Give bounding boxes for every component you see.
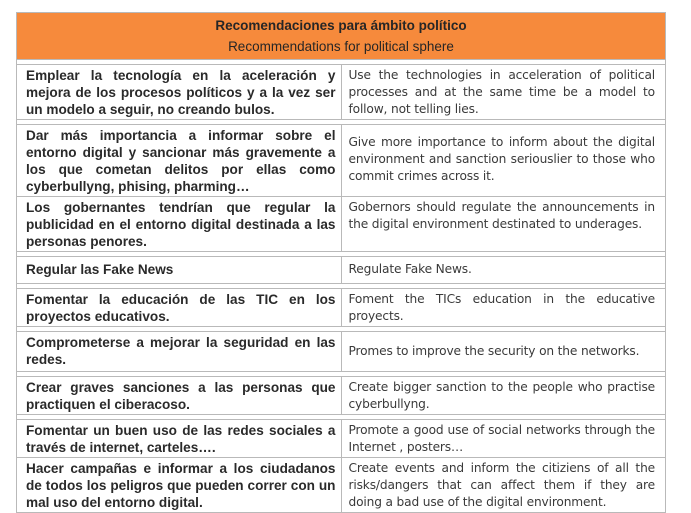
row-en-cell: Gobernors should regulate the announcements in the digital environment destinated to underages. [341,197,666,252]
row-es-cell: Crear graves sanciones a las personas que practiquen el ciberacoso. [17,377,342,415]
row-es-cell: Emplear la tecnología en la aceleración y mejora de los procesos políticos y a la vez ser un modelo a seguir, no creando bulos. [17,65,342,120]
row-es-cell: Fomentar la educación de las TIC en los proyectos educativos. [17,289,342,327]
table-row [17,65,666,120]
table-header [17,13,666,60]
row-es-cell: Fomentar un buen uso de las redes sociales a través de internet, carteles…. [17,420,342,458]
row-en-cell: Create events and inform the citiziens of all the risks/dangers that can affect them if they are doing a bad use of the digital environment. [341,458,666,513]
row-es-cell: Regular las Fake News [17,257,342,284]
table-row [17,257,666,284]
row-es-cell: Hacer campañas e informar a los ciudadanos de todos los peligros que pueden correr con un mal uso del entorno digital. [17,458,342,513]
row-en-cell: Foment the TICs education in the educative proyects. [341,289,666,327]
row-en-cell: Create bigger sanction to the people who practise cyberbullyng. [341,377,666,415]
row-en-cell: Promote a good use of social networks through the Internet , posters… [341,420,666,458]
header-title-en: Recommendations for political sphere [228,39,454,54]
row-en-cell: Promes to improve the security on the networks. [341,332,666,372]
table-row [17,332,666,372]
table-row [17,420,666,458]
table-row [17,197,666,252]
table-row [17,125,666,197]
table-header-row [17,13,666,60]
row-en-cell: Use the technologies in acceleration of political processes and at the same time be a model to follow, not telling lies. [341,65,666,120]
table-row [17,377,666,415]
recommendations-table [16,12,666,513]
row-es-cell: Los gobernantes tendrían que regular la publicidad en el entorno digital destinada a las personas penores. [17,197,342,252]
table-row [17,289,666,327]
row-es-cell: Comprometerse a mejorar la seguridad en las redes. [17,332,342,372]
row-en-cell: Regulate Fake News. [341,257,666,284]
header-title-es: Recomendaciones para ámbito político [215,18,467,33]
table-row [17,458,666,513]
row-es-cell: Dar más importancia a informar sobre el entorno digital y sancionar más gravemente a los que cometan delitos por ellas como cyberbullyng, phising, pharming… [17,125,342,197]
row-en-cell: Give more importance to inform about the digital environment and sanction seriouslier to those who commit crimes across it. [341,125,666,197]
